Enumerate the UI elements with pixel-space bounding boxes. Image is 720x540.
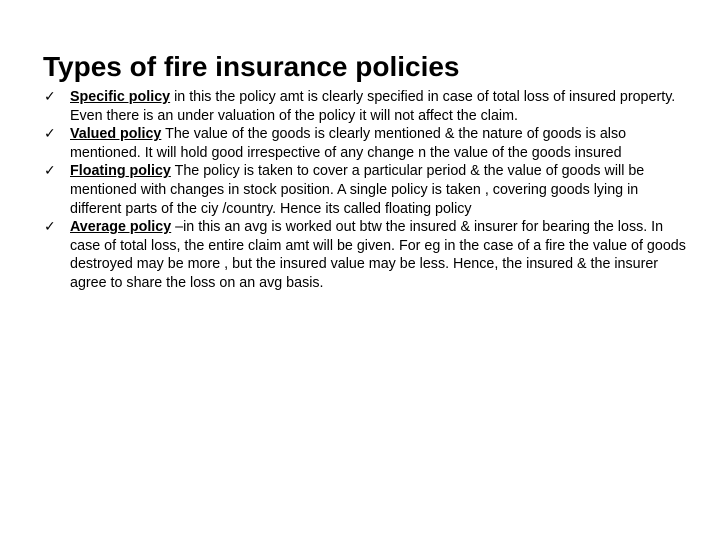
check-icon: ✓ (44, 89, 56, 105)
check-icon: ✓ (44, 126, 56, 143)
bullet-floating-policy (44, 162, 690, 218)
bullet-valued-policy (44, 125, 690, 162)
bullet-term: Valued policy (70, 126, 162, 143)
check-icon: ✓ (44, 219, 56, 236)
bullet-average-policy (44, 218, 690, 292)
check-icon: ✓ (44, 163, 56, 180)
bullet-text: The policy is taken to cover a particular period & the value of goods will be mentioned with changes in stock position. A single policy is taken , covering goods lying in different parts of the ciy /country. Hence its called floating policy (70, 163, 645, 217)
bullet-term: Average policy (70, 219, 172, 236)
bullet-text: in this the policy amt is clearly specified in case of total loss of insured property. Even there is an under valuation of the policy it will not affect the claim. (70, 89, 676, 124)
bullet-list (44, 88, 690, 293)
slide-title: Types of fire insurance policies (43, 51, 460, 82)
bullet-term: Specific policy (70, 89, 171, 105)
bullet-specific-policy (44, 88, 690, 125)
bullet-text: The value of the goods is clearly mentioned & the nature of goods is also mentioned. It will hold good irrespective of any change n the value of the goods insured (70, 126, 627, 161)
bullet-term: Floating policy (70, 163, 171, 180)
bullet-text: –in this an avg is worked out btw the insured & insurer for bearing the loss. In case of total loss, the entire claim amt will be given. For eg in the case of a fire the value of goods destroyed may be more , but the insured value may be less. Hence, the insured & the insurer agree to share the loss on an avg basis. (70, 219, 686, 291)
